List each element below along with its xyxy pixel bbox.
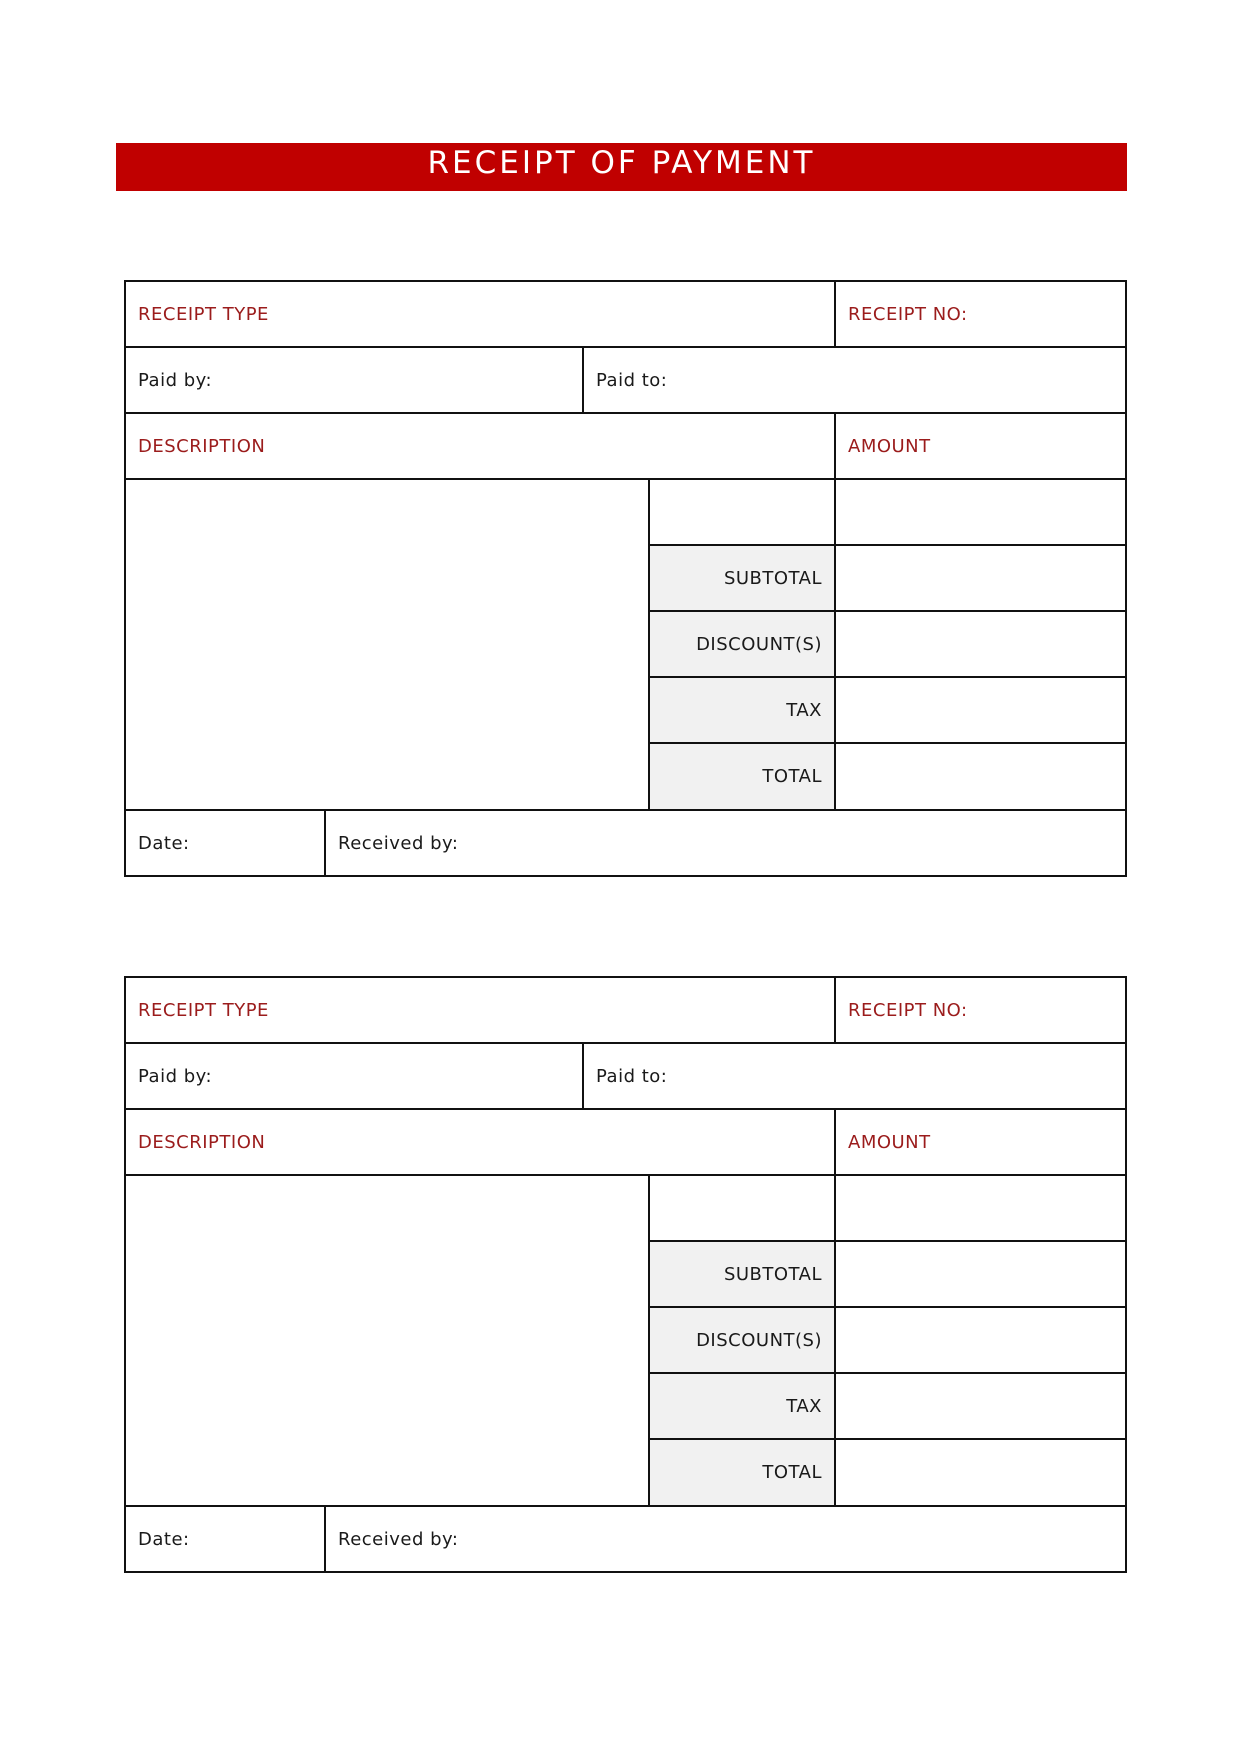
date-field[interactable]: Date: (138, 832, 190, 854)
tax-label: TAX (650, 678, 834, 742)
description-header: DESCRIPTION (138, 435, 266, 457)
receipt-no-field[interactable]: RECEIPT NO: (848, 999, 968, 1021)
discounts-label: DISCOUNT(S) (650, 1308, 834, 1372)
page-title: RECEIPT OF PAYMENT (116, 143, 1127, 191)
receipt-form-1 (124, 280, 1127, 877)
discounts-value[interactable] (836, 612, 1125, 676)
receipt-no-field[interactable]: RECEIPT NO: (848, 303, 968, 325)
blank-label-cell (650, 1176, 834, 1240)
tax-value[interactable] (836, 1374, 1125, 1438)
description-area[interactable] (126, 480, 648, 809)
description-area[interactable] (126, 1176, 648, 1505)
blank-label-cell (650, 480, 834, 544)
amount-header: AMOUNT (848, 1131, 931, 1153)
amount-header: AMOUNT (848, 435, 931, 457)
discounts-label: DISCOUNT(S) (650, 612, 834, 676)
date-field[interactable]: Date: (138, 1528, 190, 1550)
paid-to-field[interactable]: Paid to: (596, 1065, 668, 1087)
discounts-value[interactable] (836, 1308, 1125, 1372)
receipt-type-label: RECEIPT TYPE (138, 999, 269, 1021)
paid-by-field[interactable]: Paid by: (138, 369, 213, 391)
subtotal-value[interactable] (836, 546, 1125, 610)
received-by-field[interactable]: Received by: (338, 1528, 459, 1550)
total-label: TOTAL (650, 1440, 834, 1505)
amount-cell[interactable] (836, 480, 1125, 544)
total-value[interactable] (836, 744, 1125, 809)
receipt-form-2 (124, 976, 1127, 1573)
subtotal-label: SUBTOTAL (650, 546, 834, 610)
amount-cell[interactable] (836, 1176, 1125, 1240)
total-label: TOTAL (650, 744, 834, 809)
subtotal-value[interactable] (836, 1242, 1125, 1306)
total-value[interactable] (836, 1440, 1125, 1505)
received-by-field[interactable]: Received by: (338, 832, 459, 854)
paid-to-field[interactable]: Paid to: (596, 369, 668, 391)
tax-label: TAX (650, 1374, 834, 1438)
tax-value[interactable] (836, 678, 1125, 742)
receipt-type-label: RECEIPT TYPE (138, 303, 269, 325)
description-header: DESCRIPTION (138, 1131, 266, 1153)
paid-by-field[interactable]: Paid by: (138, 1065, 213, 1087)
subtotal-label: SUBTOTAL (650, 1242, 834, 1306)
